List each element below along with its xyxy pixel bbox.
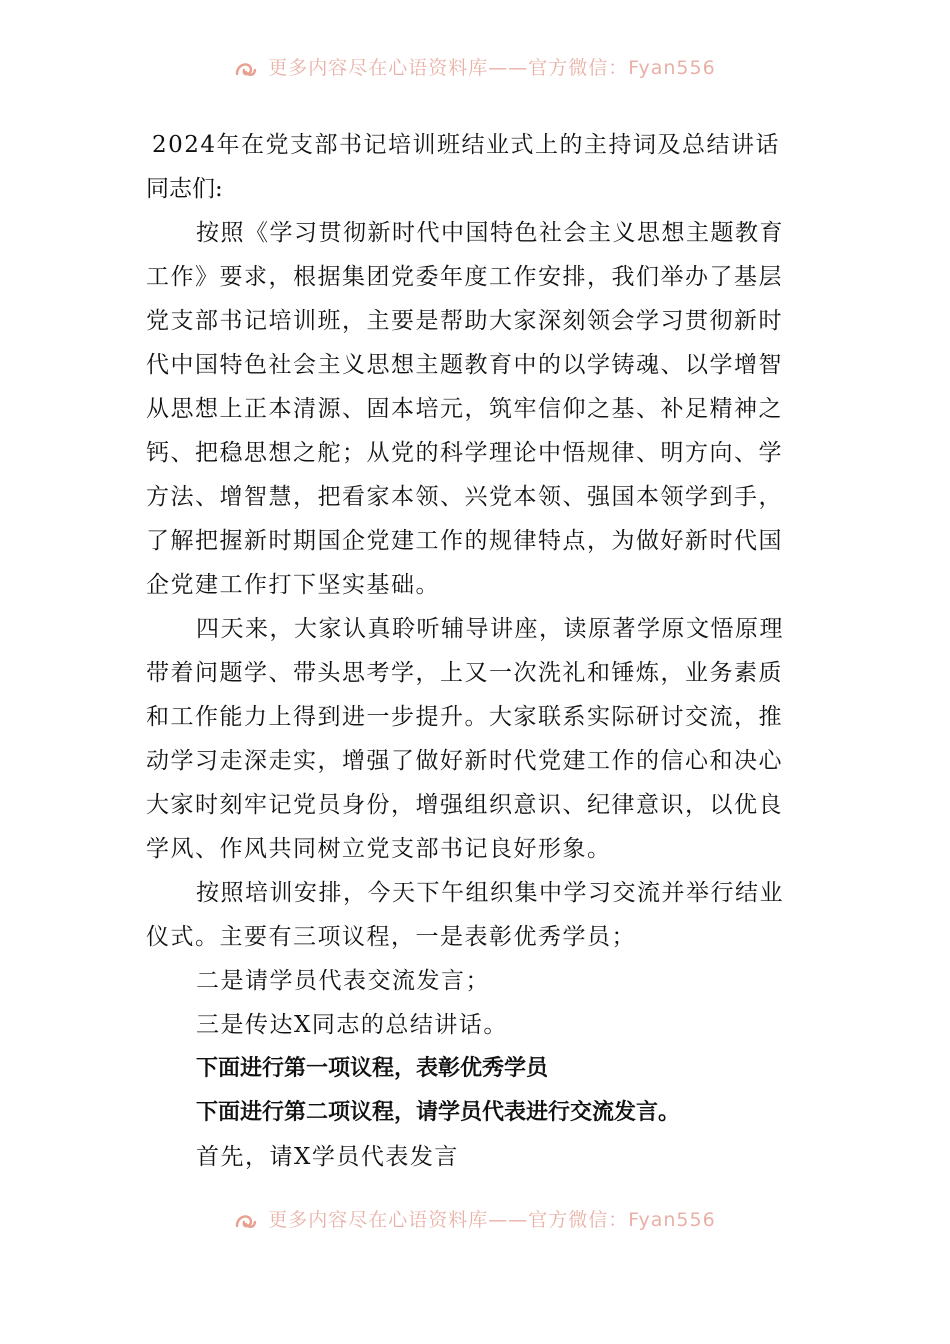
- paragraph-line: 学风、作风共同树立党支部书记良好形象。: [146, 836, 612, 862]
- paragraph-line: 四天来，大家认真聆听辅导讲座，读原著学原文悟原理: [196, 616, 784, 642]
- paragraph-line: 工作》要求，根据集团党委年度工作安排，我们举办了基层: [146, 264, 783, 290]
- paragraph-line: 按照培训安排，今天下午组织集中学习交流并举行结业: [196, 880, 784, 906]
- paragraph-line: 首先，请X学员代表发言: [196, 1144, 459, 1170]
- paragraph-line: 党支部书记培训班，主要是帮助大家深刻领会学习贯彻新时: [146, 308, 783, 334]
- paragraph-line: 钙、把稳思想之舵；从党的科学理论中悟规律、明方向、学: [146, 440, 783, 466]
- agenda-heading-2: 下面进行第二项议程，请学员代表进行交流发言。: [196, 1100, 681, 1125]
- watermark-text: 更多内容尽在心语资料库——官方微信：Fyan556: [268, 1208, 716, 1231]
- paragraph-line: 带着问题学、带头思考学，上又一次洗礼和锤炼，业务素质: [146, 660, 783, 686]
- brand-logo-icon: [234, 1211, 258, 1235]
- paragraph-line: 方法、增智慧，把看家本领、兴党本领、强国本领学到手，: [146, 484, 783, 510]
- paragraph-line: 仪式。主要有三项议程，一是表彰优秀学员；: [146, 924, 636, 950]
- paragraph-line: 和工作能力上得到进一步提升。大家联系实际研讨交流，推: [146, 704, 783, 730]
- paragraph-line: 代中国特色社会主义思想主题教育中的以学铸魂、以学增智: [146, 352, 783, 378]
- agenda-heading-1: 下面进行第一项议程，表彰优秀学员: [196, 1056, 549, 1081]
- paragraph-line: 企党建工作打下坚实基础。: [146, 572, 440, 598]
- paragraph-line: 动学习走深走实，增强了做好新时代党建工作的信心和决心: [146, 748, 783, 774]
- paragraph-line: 从思想上正本清源、固本培元，筑牢信仰之基、补足精神之: [146, 396, 783, 422]
- paragraph-line: 按照《学习贯彻新时代中国特色社会主义思想主题教育: [196, 220, 784, 246]
- document-title: 2024年在党支部书记培训班结业式上的主持词及总结讲话: [152, 132, 781, 158]
- agenda-item: 三是传达X同志的总结讲话。: [196, 1012, 508, 1038]
- watermark-header: [0, 56, 950, 86]
- agenda-item: 二是请学员代表交流发言；: [196, 968, 490, 994]
- watermark-footer: [0, 1208, 950, 1238]
- salutation: 同志们:: [146, 176, 223, 202]
- paragraph-line: 大家时刻牢记党员身份，增强组织意识、纪律意识，以优良: [146, 792, 783, 818]
- watermark-text: 更多内容尽在心语资料库——官方微信：Fyan556: [268, 56, 716, 79]
- paragraph-line: 了解把握新时期国企党建工作的规律特点，为做好新时代国: [146, 528, 783, 554]
- brand-logo-icon: [234, 59, 258, 83]
